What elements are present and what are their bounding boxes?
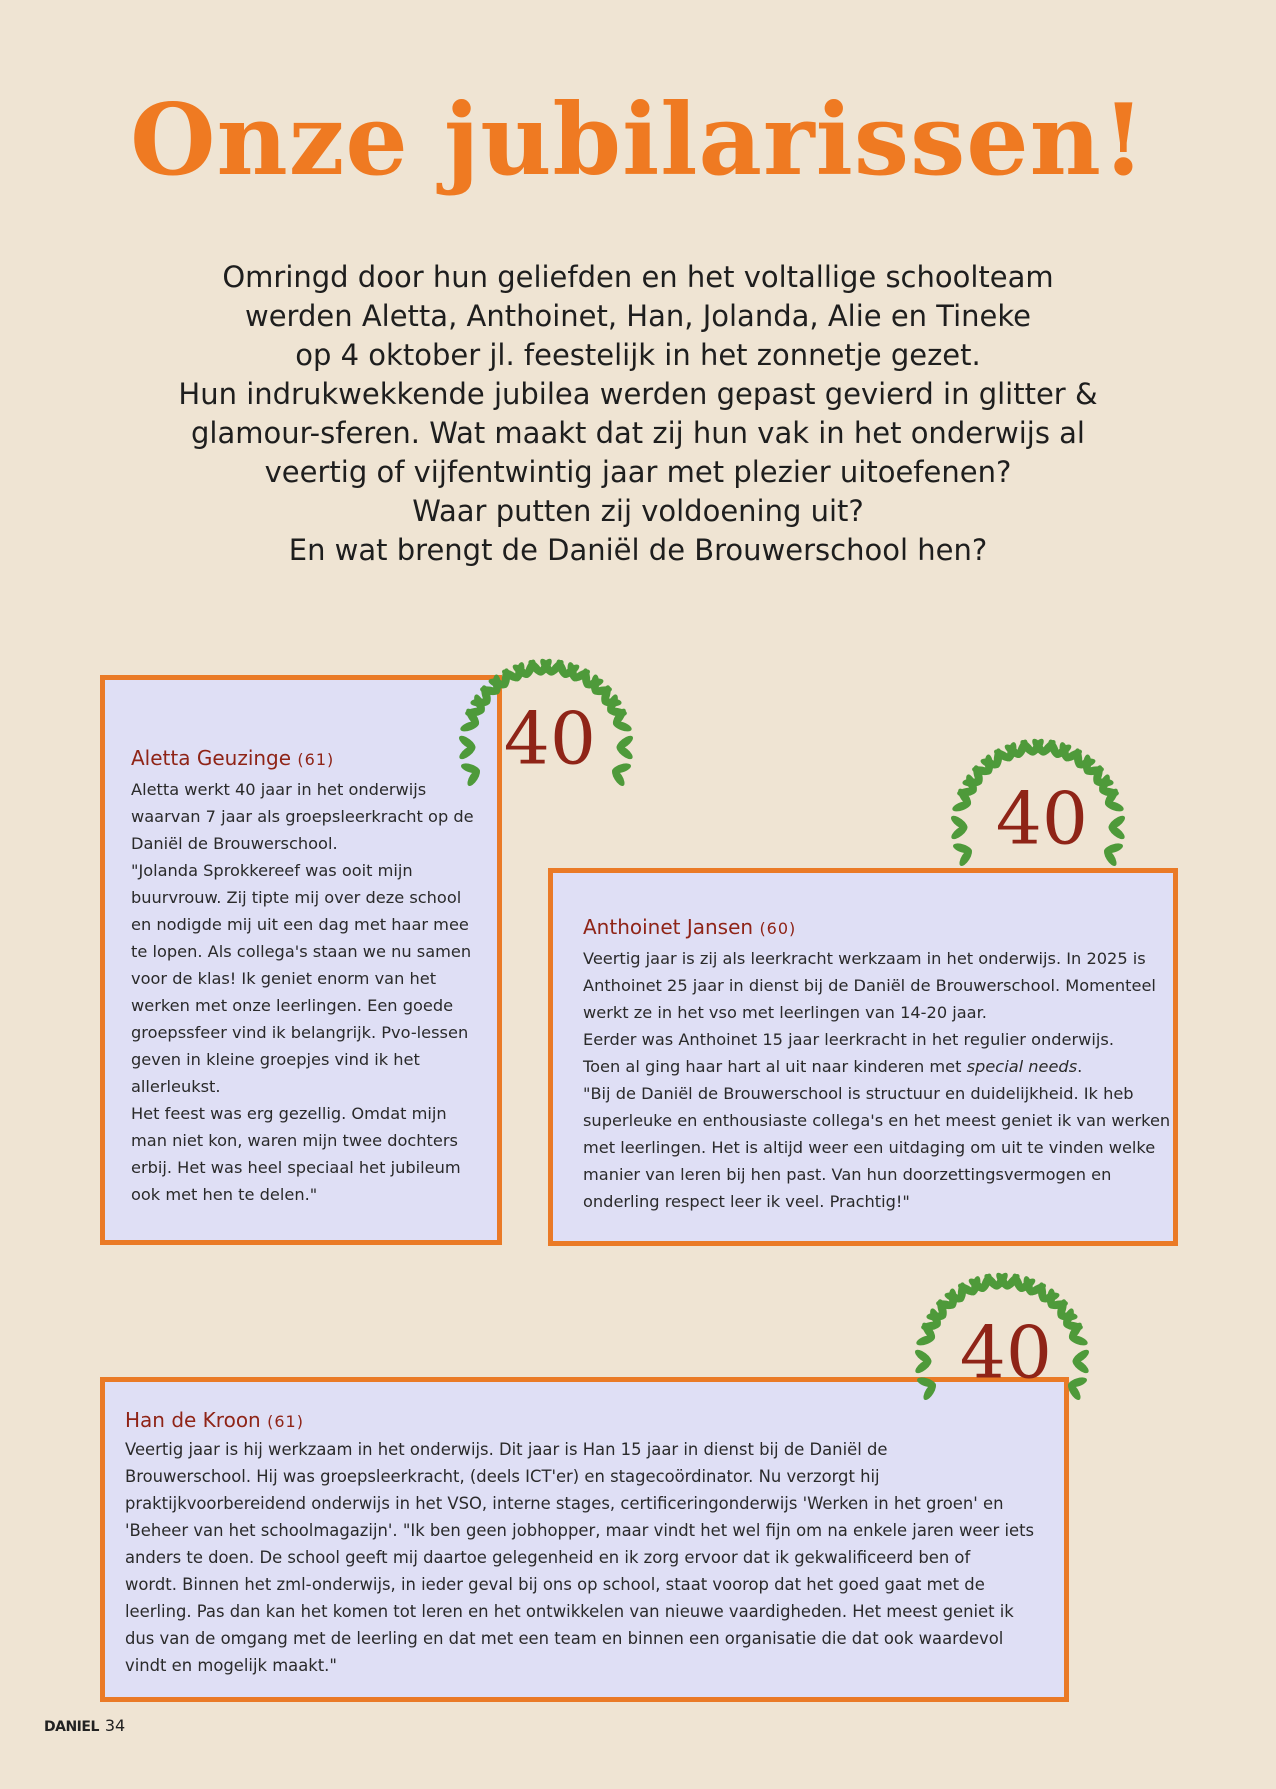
body-line: te lopen. Als collega's staan we nu samen — [131, 942, 472, 961]
body-line: Eerder was Anthoinet 15 jaar leerkracht in het regulier onderwijs. — [583, 1030, 1114, 1049]
body-line: Veertig jaar is hij werkzaam in het onderwijs. Dit jaar is Han 15 jaar in dienst bij de Daniël de — [125, 1440, 888, 1459]
italic-phrase: special needs — [966, 1057, 1078, 1076]
laurel-wreath-icon — [938, 728, 1138, 924]
body-line: man niet kon, waren mijn twee dochters — [131, 1131, 458, 1150]
name-text: Anthoinet Jansen — [583, 915, 754, 939]
body-line: waarvan 7 jaar als groepsleerkracht op de — [131, 807, 474, 826]
intro-line: Omringd door hun geliefden en het voltallige schoolteam — [222, 260, 1054, 294]
page-footer — [44, 1716, 125, 1735]
body-line: manier van leren bij hen past. Van hun doorzettingsvermogen en — [583, 1165, 1112, 1184]
body-line: met leerlingen. Het is altijd weer een uitdaging om uit te vinden welke — [583, 1138, 1156, 1157]
body-line: Brouwerschool. Hij was groepsleerkracht, (deels ICT'er) en stagecoördinator. Nu verzorgt hij — [125, 1467, 880, 1486]
laurel-leaf — [1094, 778, 1114, 787]
body-line: werkt ze in het vso met leerlingen van 14-20 jaar. — [583, 1003, 987, 1022]
body-line: wordt. Binnen het zml-onderwijs, in ieder geval bij ons op school, staat voorop dat het goed gaat met de — [125, 1575, 985, 1594]
intro-line: veertig of vijfentwintig jaar met plezier uitoefenen? — [264, 455, 1012, 489]
body-line: "Jolanda Sprokkereef was ooit mijn — [131, 861, 413, 880]
body-line: Het feest was erg gezellig. Omdat mijn — [131, 1104, 447, 1123]
page-number: 34 — [104, 1716, 126, 1735]
laurel-leaf — [602, 698, 622, 707]
body-line: Daniël de Brouwerschool. — [131, 834, 338, 853]
body-line: superleuke en enthousiaste collega's en het meest geniet ik van werken — [583, 1111, 1171, 1130]
age-text: (61) — [267, 1412, 304, 1431]
body-line: allerleukst. — [131, 1077, 221, 1096]
body-line: leerling. Pas dan kan het komen tot leren en het ontwikkelen van nieuwe vaardigheden. Het meest geniet ik — [125, 1602, 1014, 1621]
body-line: ook met hen te delen." — [131, 1185, 318, 1204]
intro-line: op 4 oktober jl. feestelijk in het zonnetje gezet. — [295, 338, 981, 372]
body-line: Aletta werkt 40 jaar in het onderwijs — [131, 780, 427, 799]
jubilee-card-aletta — [100, 675, 502, 1245]
name-text: Aletta Geuzinge — [131, 746, 292, 770]
body-line: werken met onze leerlingen. Een goede — [131, 996, 454, 1015]
age-text: (60) — [759, 919, 797, 938]
intro-line: glamour-sferen. Wat maakt dat zij hun vak in het onderwijs al — [191, 416, 1085, 450]
body-line: dus van de omgang met de leerling en dat met een team en binnen een organisatie die dat ook waardevol — [125, 1629, 1004, 1648]
body-line: praktijkvoorbereidend onderwijs in het VSO, interne stages, certificeringonderwijs 'Werken in het groen' en — [125, 1494, 1004, 1513]
laurel-leaf — [1058, 1312, 1078, 1321]
laurel-wreath-icon — [902, 1262, 1102, 1458]
intro-line: En wat brengt de Daniël de Brouwerschool hen? — [288, 533, 988, 567]
body-line: voor de klas! Ik geniet enorm van het — [131, 969, 437, 988]
body-line: groepssfeer vind ik belangrijk. Pvo-lessen — [131, 1023, 469, 1042]
magazine-logo: DANIEL — [44, 1719, 99, 1735]
name-text: Han de Kroon — [125, 1408, 261, 1432]
intro-line: Waar putten zij voldoening uit? — [412, 494, 864, 528]
jubilee-number: 40 — [995, 777, 1089, 862]
intro-line: werden Aletta, Anthoinet, Han, Jolanda, Alie en Tineke — [245, 299, 1031, 333]
body-line: Anthoinet 25 jaar in dienst bij de Daniël de Brouwerschool. Momenteel — [583, 976, 1156, 995]
body-line: onderling respect leer ik veel. Prachtig!" — [583, 1192, 910, 1211]
body-line: erbij. Het was heel speciaal het jubileum — [131, 1158, 461, 1177]
intro-line: Hun indrukwekkende jubilea werden gepast gevierd in glitter & — [178, 377, 1098, 411]
jubilee-number: 40 — [503, 697, 597, 782]
intro-paragraph — [0, 258, 1276, 570]
body-line: buurvrouw. Zij tipte mij over deze school — [131, 888, 462, 907]
jubilarian-name — [131, 746, 487, 770]
card-body — [583, 945, 1171, 1215]
body-line: "Bij de Daniël de Brouwerschool is structuur en duidelijkheid. Ik heb — [583, 1084, 1134, 1103]
jubilee-card-anthoinet — [548, 868, 1178, 1246]
body-line: vindt en mogelijk maakt." — [125, 1656, 337, 1675]
body-text: Toen al ging haar hart al uit naar kinderen met — [583, 1057, 962, 1076]
body-line: anders te doen. De school geeft mij daartoe gelegenheid en ik zorg ervoor dat ik gekwalificeerd ben of — [125, 1548, 971, 1567]
card-body — [131, 776, 487, 1208]
body-line: geven in kleine groepjes vind ik het — [131, 1050, 420, 1069]
page-title: Onze jubilarissen! — [130, 83, 1146, 198]
body-line: Veertig jaar is zij als leerkracht werkzaam in het onderwijs. In 2025 is — [583, 949, 1146, 968]
laurel-wreath-icon — [446, 648, 646, 844]
body-line: en nodigde mij uit een dag met haar mee — [131, 915, 469, 934]
body-line: 'Beheer van het schoolmagazijn'. "Ik ben geen jobhopper, maar vindt het wel fijn om na enkele jaren weer iets — [125, 1521, 1035, 1540]
body-line: Toen al ging haar hart al uit naar kinderen met special needs. — [583, 1057, 1083, 1076]
age-text: (61) — [297, 750, 335, 769]
jubilee-number: 40 — [959, 1311, 1053, 1396]
card-body — [125, 1436, 1054, 1679]
